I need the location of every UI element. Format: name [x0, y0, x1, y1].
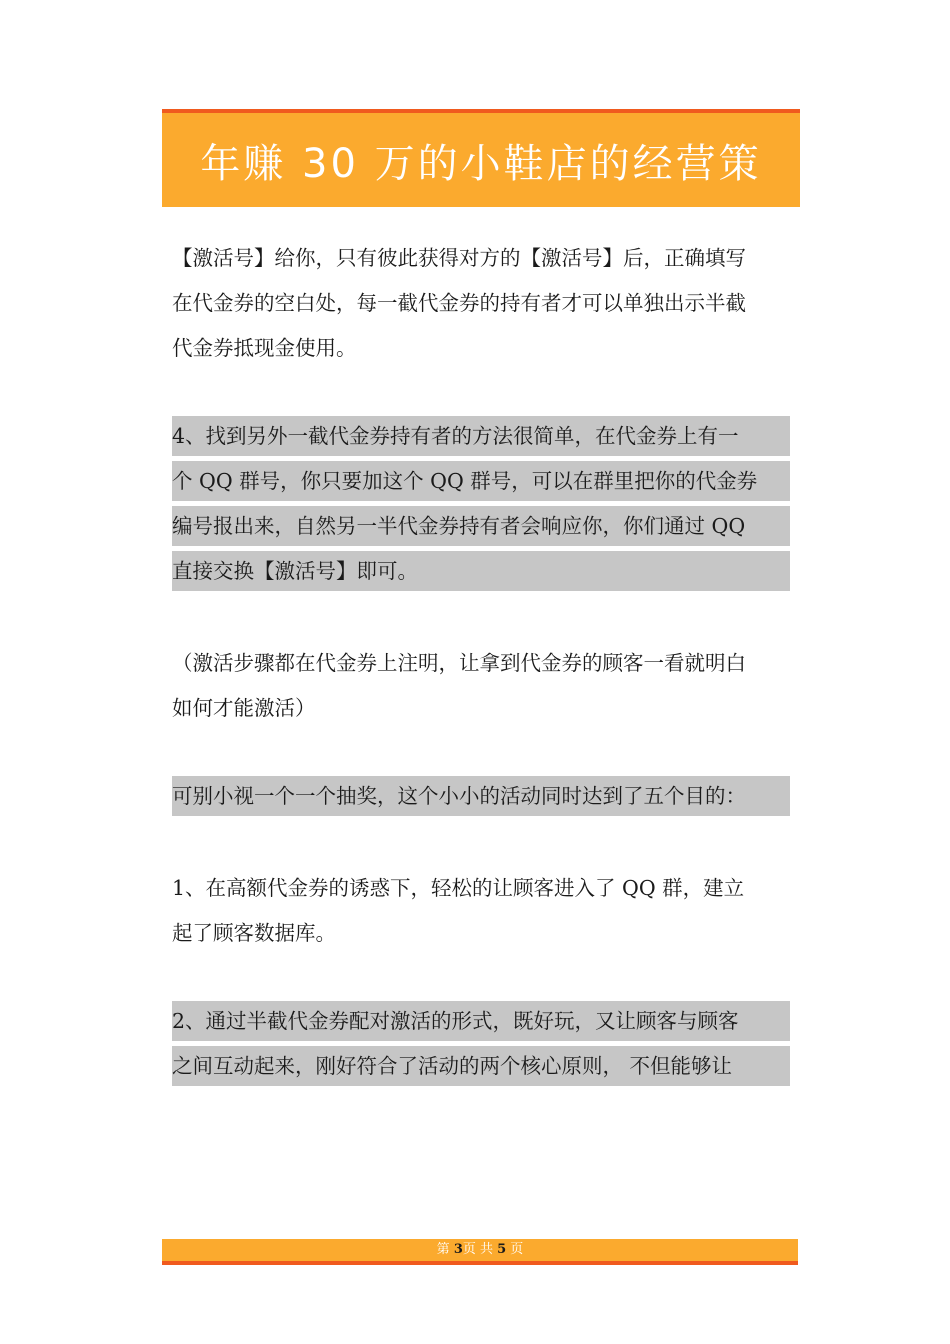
footer-prefix: 第	[436, 1242, 454, 1257]
text-line: 可别小视一个一个抽奖，这个小小的活动同时达到了五个目的：	[172, 776, 790, 821]
document-body	[172, 236, 790, 1136]
text-line: 在代金券的空白处，每一截代金券的持有者才可以单独出示半截	[172, 291, 746, 315]
paragraph	[172, 866, 790, 956]
highlighted-paragraph	[172, 416, 790, 596]
text-line: 4、找到另外一截代金券持有者的方法很简单，在代金券上有一	[172, 416, 790, 461]
paragraph	[172, 236, 790, 371]
text-line: 之间互动起来，刚好符合了活动的两个核心原则， 不但能够让	[172, 1046, 790, 1091]
text-line: 代金券抵现金使用。	[172, 336, 357, 360]
highlighted-paragraph	[172, 1001, 790, 1091]
text-line: 【激活号】给你，只有彼此获得对方的【激活号】后，正确填写	[172, 246, 746, 270]
text-line: 1、在高额代金券的诱惑下，轻松的让顾客进入了 QQ 群，建立	[172, 876, 745, 900]
total-page-number: 5	[497, 1242, 507, 1257]
text-line: 起了顾客数据库。	[172, 921, 336, 945]
page-title: 年赚 30 万的小鞋店的经营策	[200, 140, 762, 187]
paragraph	[172, 641, 790, 731]
footer-middle: 页 共	[462, 1242, 498, 1257]
highlighted-paragraph	[172, 776, 790, 821]
text-line: 2、通过半截代金券配对激活的形式，既好玩，又让顾客与顾客	[172, 1001, 790, 1046]
text-line: 个 QQ 群号，你只要加这个 QQ 群号，可以在群里把你的代金券	[172, 461, 790, 506]
current-page-number: 3	[453, 1242, 463, 1257]
footer-suffix: 页	[506, 1242, 524, 1257]
text-line: （激活步骤都在代金券上注明，让拿到代金券的顾客一看就明白	[172, 651, 746, 675]
page-footer	[162, 1239, 798, 1265]
text-line: 编号报出来，自然另一半代金券持有者会响应你，你们通过 QQ	[172, 506, 790, 551]
title-banner	[162, 113, 800, 207]
text-line: 如何才能激活）	[172, 696, 316, 720]
text-line: 直接交换【激活号】即可。	[172, 551, 790, 596]
